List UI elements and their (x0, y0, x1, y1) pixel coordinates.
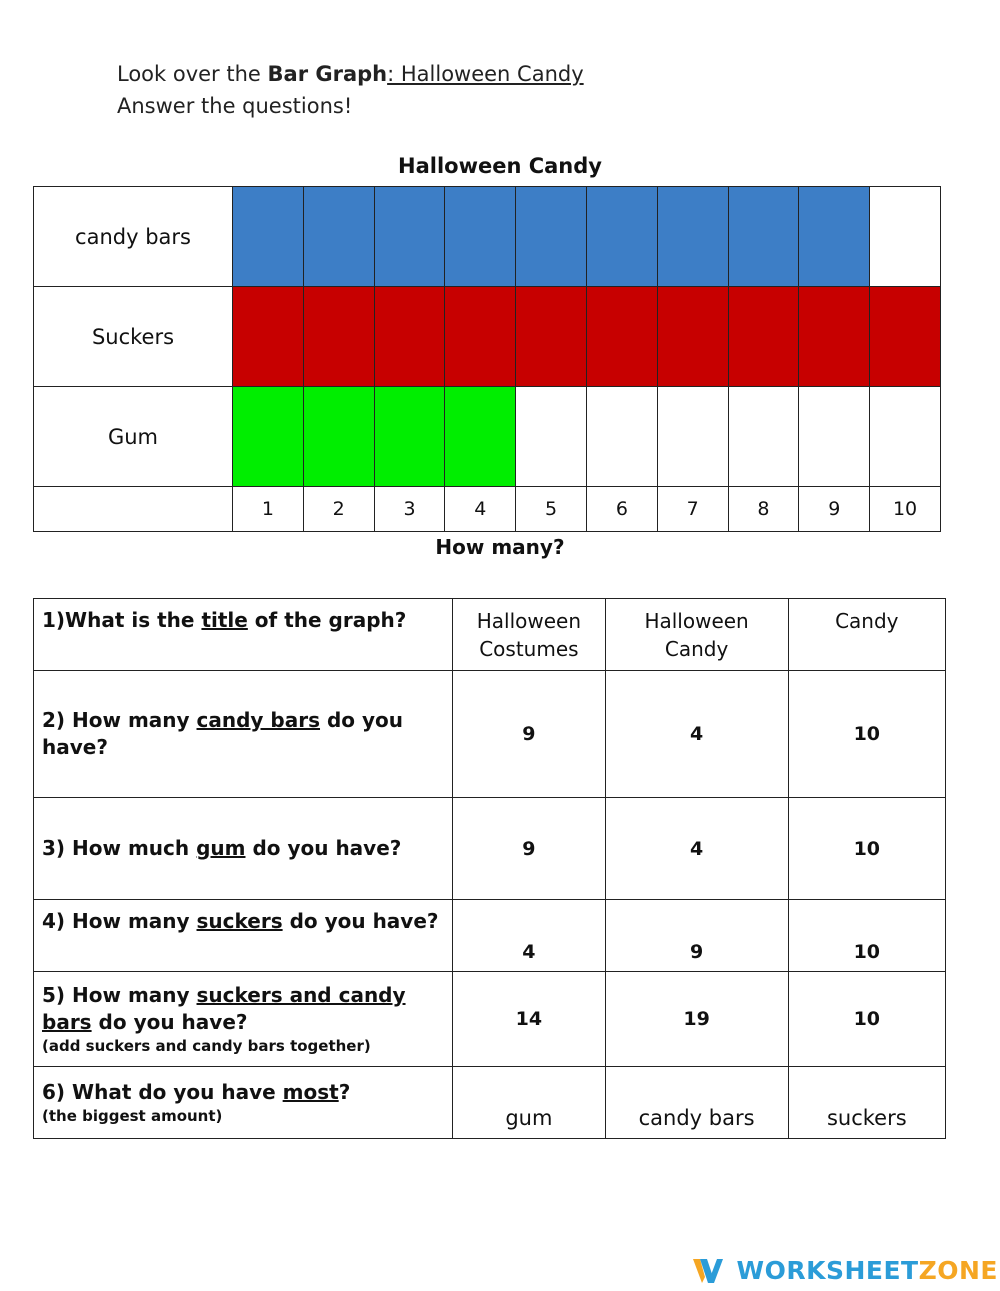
question-hint: (the biggest amount) (42, 1107, 223, 1125)
instructions (117, 58, 584, 122)
tick-label: 1 (233, 487, 304, 532)
graph-row (34, 387, 941, 487)
question-suffix: do you have? (42, 708, 404, 759)
question-prefix: 4) How many (42, 909, 197, 933)
bar-segment (516, 287, 587, 387)
bar-segment (657, 287, 728, 387)
question-row (34, 972, 946, 1067)
question-suffix: do you have? (91, 1010, 248, 1034)
bar-segment (303, 187, 374, 287)
question-row (34, 798, 946, 900)
graph-x-label: How many? (435, 535, 565, 559)
answer-option[interactable]: 10 (788, 671, 945, 798)
bar-segment (374, 387, 445, 487)
answer-option[interactable]: 10 (788, 798, 945, 900)
answer-option[interactable]: 14 (453, 972, 605, 1067)
question-prefix: 5) How many (42, 983, 197, 1007)
bar-segment (728, 287, 799, 387)
empty-cell (586, 387, 657, 487)
x-axis-row (34, 487, 941, 532)
question-row (34, 900, 946, 972)
empty-cell (728, 387, 799, 487)
axis-corner (34, 487, 233, 532)
question-keyword: suckers and candy bars (42, 983, 406, 1034)
bar-label: Gum (34, 387, 233, 487)
instruction-underlined: : Halloween Candy (387, 62, 584, 86)
question-keyword: most (282, 1080, 339, 1104)
question-text (34, 900, 453, 972)
bar-segment (233, 187, 304, 287)
bar-segment (233, 287, 304, 387)
question-keyword: candy bars (196, 708, 321, 732)
instruction-line-2: Answer the questions! (117, 94, 353, 118)
bar-segment (303, 387, 374, 487)
bar-graph (33, 186, 941, 532)
bar-segment (586, 187, 657, 287)
bar-segment (586, 287, 657, 387)
bar-segment (374, 287, 445, 387)
graph-row (34, 287, 941, 387)
question-prefix: 2) How many (42, 708, 197, 732)
bar-segment (445, 387, 516, 487)
answer-option[interactable]: Halloween Costumes (453, 599, 605, 671)
worksheetzone-wordmark (737, 1256, 998, 1285)
bar-segment (728, 187, 799, 287)
question-text (34, 599, 453, 671)
tick-label: 3 (374, 487, 445, 532)
question-text (34, 671, 453, 798)
question-suffix: do you have? (245, 836, 402, 860)
graph-row (34, 187, 941, 287)
tick-label: 4 (445, 487, 516, 532)
bar-segment (799, 287, 870, 387)
graph-title: Halloween Candy (398, 154, 602, 178)
answer-option[interactable]: 10 (788, 900, 945, 972)
bar-segment (445, 287, 516, 387)
answer-option[interactable]: 9 (605, 900, 788, 972)
bar-segment (516, 187, 587, 287)
bar-segment (374, 187, 445, 287)
answer-option[interactable]: Candy (788, 599, 945, 671)
question-prefix: 6) What do you have (42, 1080, 283, 1104)
logo-word-a: WORKSHEET (736, 1256, 919, 1285)
question-text (34, 1067, 453, 1139)
question-row (34, 671, 946, 798)
bar-segment (657, 187, 728, 287)
answer-option[interactable]: Halloween Candy (605, 599, 788, 671)
question-keyword: title (201, 608, 248, 632)
question-suffix: ? (338, 1080, 351, 1104)
question-hint: (add suckers and candy bars together) (42, 1037, 371, 1055)
logo-word-b: ZONE (918, 1256, 998, 1285)
bar-label: candy bars (34, 187, 233, 287)
tick-label: 8 (728, 487, 799, 532)
question-keyword: gum (196, 836, 246, 860)
bar-segment (799, 187, 870, 287)
empty-cell (516, 387, 587, 487)
question-prefix: 3) How much (42, 836, 197, 860)
tick-label: 9 (799, 487, 870, 532)
empty-cell (657, 387, 728, 487)
bar-segment (303, 287, 374, 387)
bar-segment (870, 287, 941, 387)
empty-cell (870, 387, 941, 487)
instruction-line-1 (117, 58, 584, 90)
answer-option[interactable]: 4 (605, 798, 788, 900)
question-prefix: 1)What is the (42, 608, 202, 632)
instruction-bold: Bar Graph (267, 62, 388, 86)
answer-option[interactable]: gum (453, 1067, 605, 1139)
answer-option[interactable]: 4 (453, 900, 605, 972)
worksheetzone-w-icon (693, 1257, 729, 1285)
question-text (34, 798, 453, 900)
question-keyword: suckers (196, 909, 283, 933)
instruction-prefix: Look over the (117, 62, 268, 86)
tick-label: 2 (303, 487, 374, 532)
question-suffix: of the graph? (247, 608, 407, 632)
tick-label: 5 (516, 487, 587, 532)
answer-option[interactable]: 9 (453, 798, 605, 900)
bar-segment (445, 187, 516, 287)
answer-option[interactable]: 4 (605, 671, 788, 798)
worksheetzone-logo (693, 1256, 998, 1285)
empty-cell (799, 387, 870, 487)
tick-label: 10 (870, 487, 941, 532)
tick-label: 7 (657, 487, 728, 532)
answer-option[interactable]: 19 (605, 972, 788, 1067)
question-row (34, 599, 946, 671)
bar-segment (233, 387, 304, 487)
answer-option[interactable]: 10 (788, 972, 945, 1067)
tick-label: 6 (586, 487, 657, 532)
question-text (34, 972, 453, 1067)
question-suffix: do you have? (282, 909, 439, 933)
question-row (34, 1067, 946, 1139)
answer-option[interactable]: 9 (453, 671, 605, 798)
answer-option[interactable]: suckers (788, 1067, 945, 1139)
questions-table (33, 598, 946, 1139)
bar-label: Suckers (34, 287, 233, 387)
empty-cell (870, 187, 941, 287)
answer-option[interactable]: candy bars (605, 1067, 788, 1139)
